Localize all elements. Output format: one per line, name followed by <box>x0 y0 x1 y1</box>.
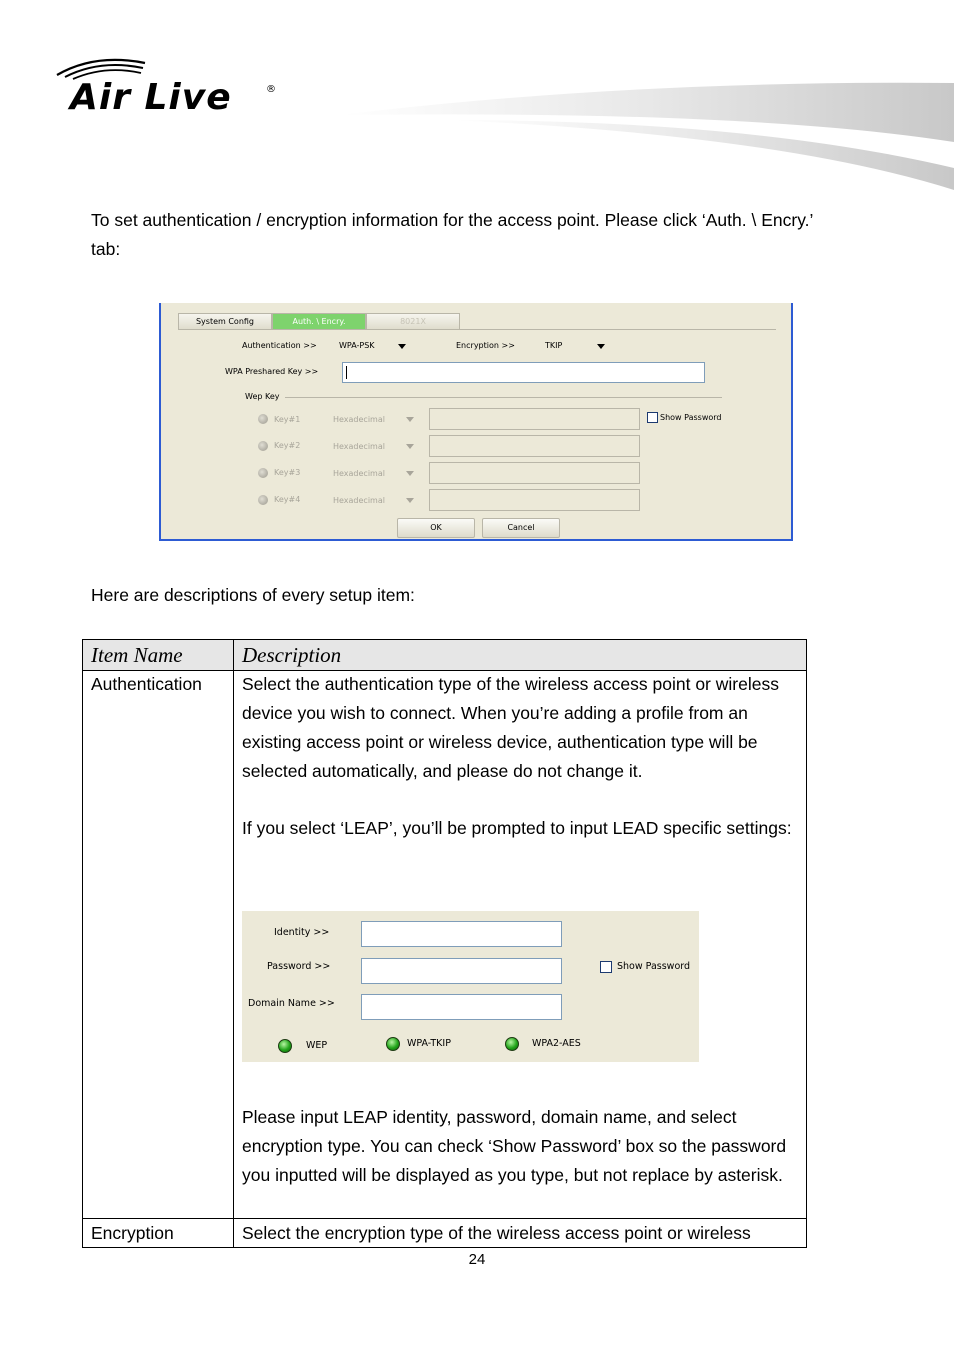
key3-format[interactable]: Hexadecimal <box>333 469 385 478</box>
row-authentication-desc1: Select the authentication type of the wireless access point or wireless device you wish to connect. When you’re adding a profile from an existing access point or wireless device, authentication type will be selected automatically, and please do not change it. <box>242 674 779 781</box>
show-password-checkbox[interactable] <box>647 412 658 423</box>
key3-input[interactable] <box>429 462 640 484</box>
registered-mark: ® <box>266 84 276 95</box>
description-table <box>82 639 807 1248</box>
domain-name-label: Domain Name >> <box>248 998 335 1009</box>
wpa-tkip-radio[interactable] <box>386 1037 400 1051</box>
password-label: Password >> <box>267 961 331 972</box>
row-encryption-name: Encryption <box>91 1223 174 1243</box>
key3-label: Key#3 <box>274 468 301 477</box>
wpa-key-label: WPA Preshared Key >> <box>225 367 319 376</box>
column-header-item-name: Item Name <box>91 643 183 667</box>
tab-8021x[interactable]: 8021X <box>366 313 460 330</box>
authentication-label: Authentication >> <box>242 341 317 350</box>
intro-text: To set authentication / encryption information for the access point. Please click ‘Auth. \ Encry.’ tab: <box>91 210 813 259</box>
show-password-label: Show Password <box>660 413 722 422</box>
logo: Air Live <box>70 77 232 118</box>
wep-radio[interactable] <box>278 1039 292 1053</box>
column-divider <box>233 640 234 1247</box>
row-authentication-desc3: Please input LEAP identity, password, domain name, and select encryption type. You can check ‘Show Password’ box so the password you inputted will be displayed as you type, but not replace by asterisk. <box>242 1107 787 1185</box>
password-input[interactable] <box>361 958 562 984</box>
tab-divider <box>178 329 776 330</box>
chevron-down-icon[interactable] <box>406 444 414 449</box>
domain-name-input[interactable] <box>361 994 562 1020</box>
key2-format[interactable]: Hexadecimal <box>333 442 385 451</box>
identity-input[interactable] <box>361 921 562 947</box>
page-number: 24 <box>468 1251 486 1268</box>
chevron-down-icon[interactable] <box>406 471 414 476</box>
chevron-down-icon[interactable] <box>406 498 414 503</box>
auth-encry-screenshot <box>159 303 793 541</box>
show-password-label: Show Password <box>617 961 691 972</box>
wpa-tkip-label: WPA-TKIP <box>407 1038 451 1049</box>
column-header-description: Description <box>242 643 342 667</box>
row-encryption-desc1: Select the encryption type of the wireless access point or wireless <box>242 1223 751 1243</box>
wpa2-aes-label: WPA2-AES <box>532 1038 581 1049</box>
tab-auth-encry[interactable]: Auth. \ Encry. <box>272 313 366 330</box>
leap-settings-screenshot <box>242 911 699 1062</box>
chevron-down-icon[interactable] <box>398 344 406 349</box>
key2-label: Key#2 <box>274 441 301 450</box>
text-cursor <box>346 366 347 379</box>
row-authentication-desc2: If you select ‘LEAP’, you’ll be prompted to input LEAD specific settings: <box>242 818 792 838</box>
key4-label: Key#4 <box>274 495 301 504</box>
wpa-key-input[interactable] <box>342 362 705 383</box>
ok-button[interactable]: OK <box>397 518 475 538</box>
key1-format[interactable]: Hexadecimal <box>333 415 385 424</box>
wep-key-label: Wep Key <box>245 392 280 401</box>
authentication-value[interactable]: WPA-PSK <box>339 341 375 350</box>
key2-input[interactable] <box>429 435 640 457</box>
chevron-down-icon[interactable] <box>597 344 605 349</box>
key2-radio[interactable] <box>258 441 268 451</box>
key1-radio[interactable] <box>258 414 268 424</box>
key1-input[interactable] <box>429 408 640 430</box>
key4-input[interactable] <box>429 489 640 511</box>
show-password-checkbox[interactable] <box>600 961 612 973</box>
cancel-button[interactable]: Cancel <box>482 518 560 538</box>
table-header <box>83 640 806 671</box>
wep-group-line <box>285 397 722 398</box>
identity-label: Identity >> <box>274 927 330 938</box>
row-authentication-name: Authentication <box>91 674 202 694</box>
chevron-down-icon[interactable] <box>406 417 414 422</box>
key4-radio[interactable] <box>258 495 268 505</box>
wep-label: WEP <box>306 1040 328 1051</box>
encryption-value[interactable]: TKIP <box>545 341 563 350</box>
header-swoosh-decoration <box>330 80 954 195</box>
encryption-label: Encryption >> <box>456 341 515 350</box>
wpa2-aes-radio[interactable] <box>505 1037 519 1051</box>
tab-system-config[interactable]: System Config <box>178 313 272 330</box>
key1-label: Key#1 <box>274 415 301 424</box>
descriptions-intro: Here are descriptions of every setup item: <box>91 585 415 605</box>
key3-radio[interactable] <box>258 468 268 478</box>
key4-format[interactable]: Hexadecimal <box>333 496 385 505</box>
